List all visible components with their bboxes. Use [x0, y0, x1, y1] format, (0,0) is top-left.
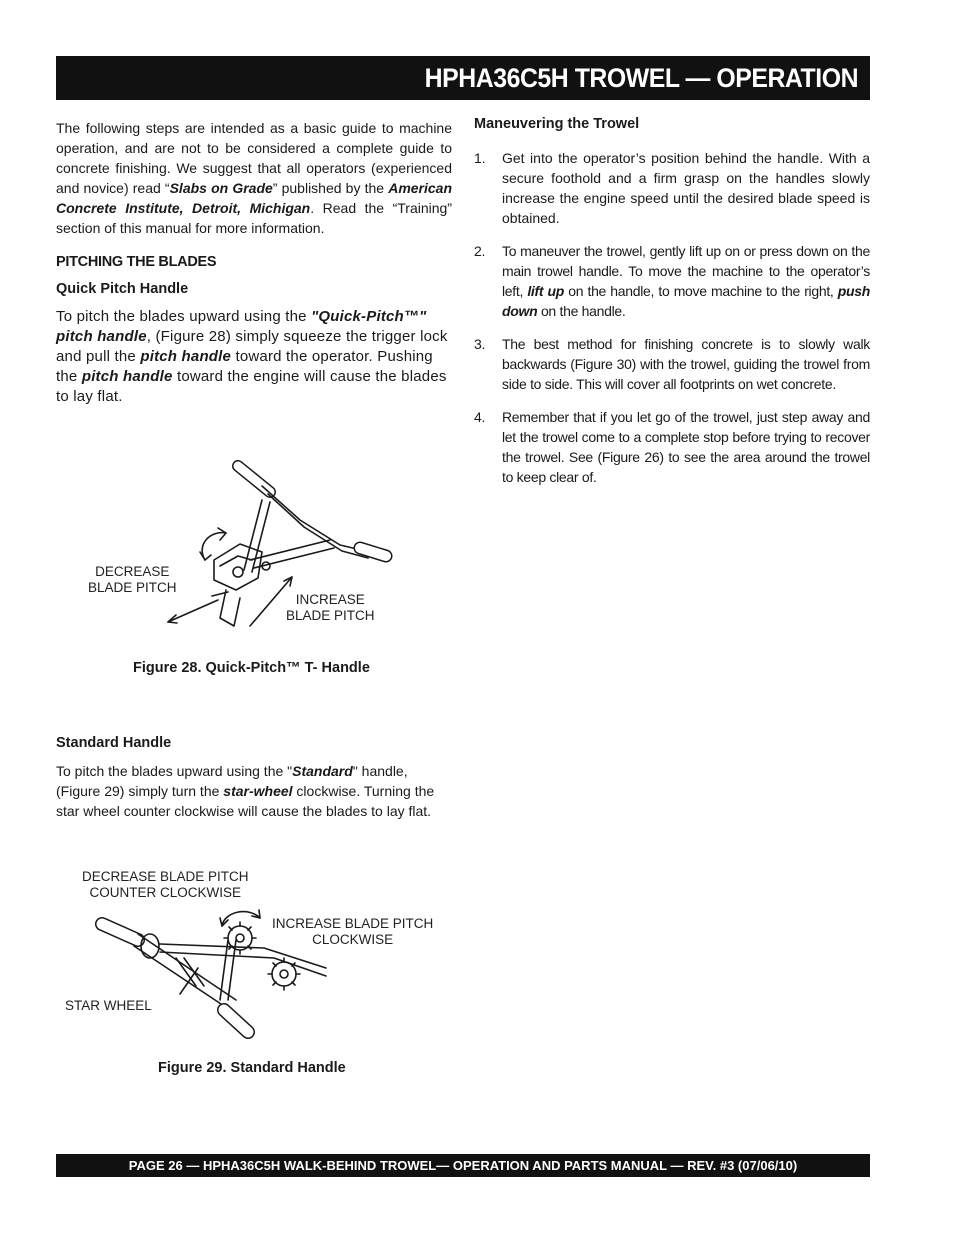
quick-pitch-paragraph: To pitch the blades upward using the "Quick-Pitch™" pitch handle, (Figure 28) simply squeeze the trigger lock and pull the pitch handle toward the operator. Pushing the pitch handle toward the engine will cause the blades to lay flat. [56, 308, 448, 405]
decrease-blade-pitch-label: DECREASE BLADE PITCH [88, 564, 177, 595]
standard-handle-heading: Standard Handle [56, 735, 172, 751]
maneuvering-steps [474, 148, 870, 487]
header-bar [56, 56, 870, 100]
maneuvering-section [474, 114, 870, 487]
standard-handle-section [56, 733, 452, 821]
list-item: 1. Get into the operator’s position behind the handle. With a secure foothold and a firm grasp on the handles slowly increase the engine speed until the desired blade speed is obtained. [474, 150, 870, 226]
list-item: 4. Remember that if you let go of the trowel, just step away and let the trowel come to a complete stop before trying to recover the trowel. See (Figure 26) to see the area around the trowel to keep clear of. [474, 409, 870, 485]
standard-handle-paragraph: To pitch the blades upward using the "Standard" handle, (Figure 29) simply turn the star-wheel clockwise. Turning the star wheel counter clockwise will cause the blades to lay flat. [56, 763, 435, 819]
footer-text: PAGE 26 — HPHA36C5H WALK-BEHIND TROWEL— OPERATION AND PARTS MANUAL — REV. #3 (07/06/10) [128, 1158, 798, 1173]
page-title: HPHA36C5H TROWEL — OPERATION [424, 63, 858, 93]
quick-pitch-heading: Quick Pitch Handle [56, 281, 189, 297]
intro-paragraph: The following steps are intended as a basic guide to machine operation, and are not to be considered a complete guide to concrete finishing. We suggest that all operators (experienced and novice) read “Slabs on Grade” published by the American Concrete Institute, Detroit, Michigan. Read the “Training” section of this manual for more information. [56, 120, 453, 236]
pitching-heading: PITCHING THE BLADES [56, 254, 217, 270]
ref-title: Slabs on Grade [169, 180, 273, 196]
figure-29-caption: Figure 29. Standard Handle [158, 1060, 346, 1076]
publisher: American Concrete Institute, Detroit, Michigan [56, 180, 453, 216]
maneuvering-heading: Maneuvering the Trowel [474, 116, 640, 132]
figure-28-caption: Figure 28. Quick-Pitch™ T- Handle [133, 660, 370, 676]
star-wheel-label: STAR WHEEL [65, 998, 152, 1013]
list-item: 2. To maneuver the trowel, gently lift up on or press down on the main trowel handle. To move the machine to the operator’s left, lift up on the handle, to move machine to the right, push down on the handle. [474, 243, 871, 319]
list-item: 3. The best method for finishing concrete is to slowly walk backwards (Figure 30) with the trowel, guiding the trowel from side to side. This will cover all footprints on wet concrete. [474, 336, 870, 392]
footer-bar [56, 1154, 870, 1177]
decrease-blade-pitch-ccw-label: DECREASE BLADE PITCH COUNTER CLOCKWISE [82, 869, 249, 900]
increase-blade-pitch-cw-label: INCREASE BLADE PITCH CLOCKWISE [272, 916, 434, 947]
increase-blade-pitch-label: INCREASE BLADE PITCH [286, 592, 375, 623]
pitching-section [56, 252, 452, 407]
